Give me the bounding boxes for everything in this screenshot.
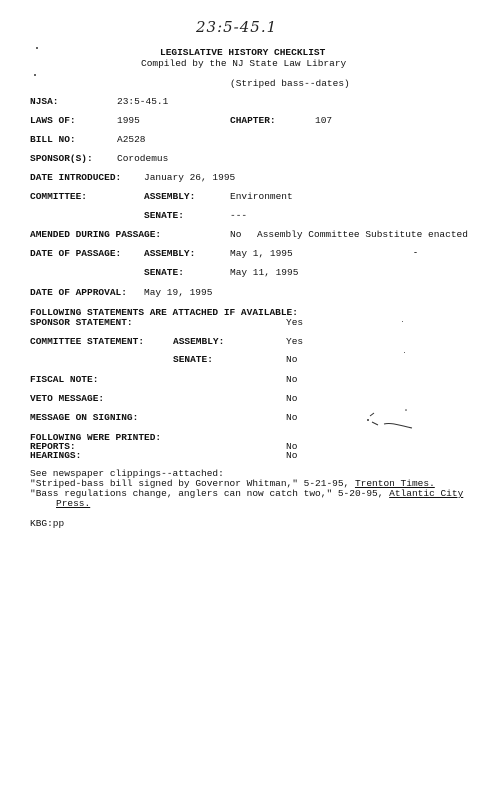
- scan-speck: [414, 252, 417, 253]
- date-introduced-value: January 26, 1995: [144, 172, 236, 183]
- amended-note: Assembly Committee Substitute enacted: [257, 229, 468, 240]
- committee-assembly-value: Environment: [230, 191, 293, 202]
- committee-statement-assembly-label: ASSEMBLY:: [173, 336, 225, 347]
- njsa-value: 23:5-45.1: [117, 96, 169, 107]
- fiscal-note-value: No: [286, 374, 298, 385]
- committee-senate-value: ---: [230, 210, 248, 221]
- clipping-item-1-source: Trenton Times.: [354, 478, 435, 489]
- bill-value: A2528: [117, 134, 146, 145]
- committee-statement-senate-label: SENATE:: [173, 354, 213, 365]
- laws-label: LAWS OF:: [30, 115, 76, 126]
- approval-value: May 19, 1995: [144, 287, 213, 298]
- committee-assembly-label: ASSEMBLY:: [144, 191, 196, 202]
- doc-title: LEGISLATIVE HISTORY CHECKLIST: [160, 47, 326, 58]
- sponsor-statement-label: SPONSOR STATEMENT:: [30, 317, 133, 328]
- committee-statement-assembly-value: Yes: [286, 336, 304, 347]
- approval-label: DATE OF APPROVAL:: [30, 287, 127, 298]
- statements-heading: FOLLOWING STATEMENTS ARE ATTACHED IF AVAILABLE:: [30, 307, 298, 318]
- pen-mark: [362, 404, 422, 434]
- handwritten-id: 23:5-45.1: [196, 18, 278, 36]
- amended-value: No: [230, 229, 242, 240]
- clippings-intro: See newspaper clippings--attached:: [30, 468, 224, 479]
- committee-statement-label: COMMITTEE STATEMENT:: [30, 336, 145, 347]
- date-introduced-label: DATE INTRODUCED:: [30, 172, 122, 183]
- doc-compiled-by: Compiled by the NJ State Law Library: [141, 58, 347, 69]
- bill-label: BILL NO:: [30, 134, 76, 145]
- reports-label: REPORTS:: [30, 441, 76, 452]
- fiscal-note-label: FISCAL NOTE:: [30, 374, 99, 385]
- signing-message-value: No: [286, 412, 298, 423]
- passage-assembly-label: ASSEMBLY:: [144, 248, 196, 259]
- footer-initials: KBG:pp: [30, 518, 65, 529]
- amended-label: AMENDED DURING PASSAGE:: [30, 229, 162, 240]
- passage-assembly-value: May 1, 1995: [230, 248, 293, 259]
- scan-speck: [36, 47, 38, 49]
- hearings-value: No: [286, 450, 298, 461]
- hearings-label: HEARINGS:: [30, 450, 82, 461]
- clipping-item-2: [30, 488, 463, 499]
- clipping-item-2-source-cont: Press.: [56, 498, 91, 509]
- passage-senate-value: May 11, 1995: [230, 267, 299, 278]
- veto-message-label: VETO MESSAGE:: [30, 393, 105, 404]
- sponsor-label: SPONSOR(S):: [30, 153, 93, 164]
- doc-subject: (Striped bass--dates): [230, 78, 350, 89]
- chapter-value: 107: [315, 115, 333, 126]
- committee-senate-label: SENATE:: [144, 210, 184, 221]
- scan-speck: [402, 321, 403, 322]
- reports-value: No: [286, 441, 298, 452]
- clipping-item-2-text: "Bass regulations change, anglers can now catch two," 5-20-95,: [30, 488, 390, 499]
- scan-speck: [34, 74, 36, 76]
- sponsor-statement-value: Yes: [286, 317, 304, 328]
- njsa-label: NJSA:: [30, 96, 59, 107]
- scan-speck: [404, 352, 405, 353]
- signing-message-label: MESSAGE ON SIGNING:: [30, 412, 139, 423]
- clipping-item-2-source: Atlantic City: [389, 488, 464, 499]
- committee-statement-senate-value: No: [286, 354, 298, 365]
- clipping-item-1-text: "Striped-bass bill signed by Governor Whitman," 5-21-95,: [30, 478, 355, 489]
- laws-value: 1995: [117, 115, 140, 126]
- chapter-label: CHAPTER:: [230, 115, 276, 126]
- sponsor-value: Corodemus: [117, 153, 169, 164]
- passage-senate-label: SENATE:: [144, 267, 184, 278]
- veto-message-value: No: [286, 393, 298, 404]
- passage-label: DATE OF PASSAGE:: [30, 248, 122, 259]
- committee-label: COMMITTEE:: [30, 191, 88, 202]
- printed-heading: FOLLOWING WERE PRINTED:: [30, 432, 162, 443]
